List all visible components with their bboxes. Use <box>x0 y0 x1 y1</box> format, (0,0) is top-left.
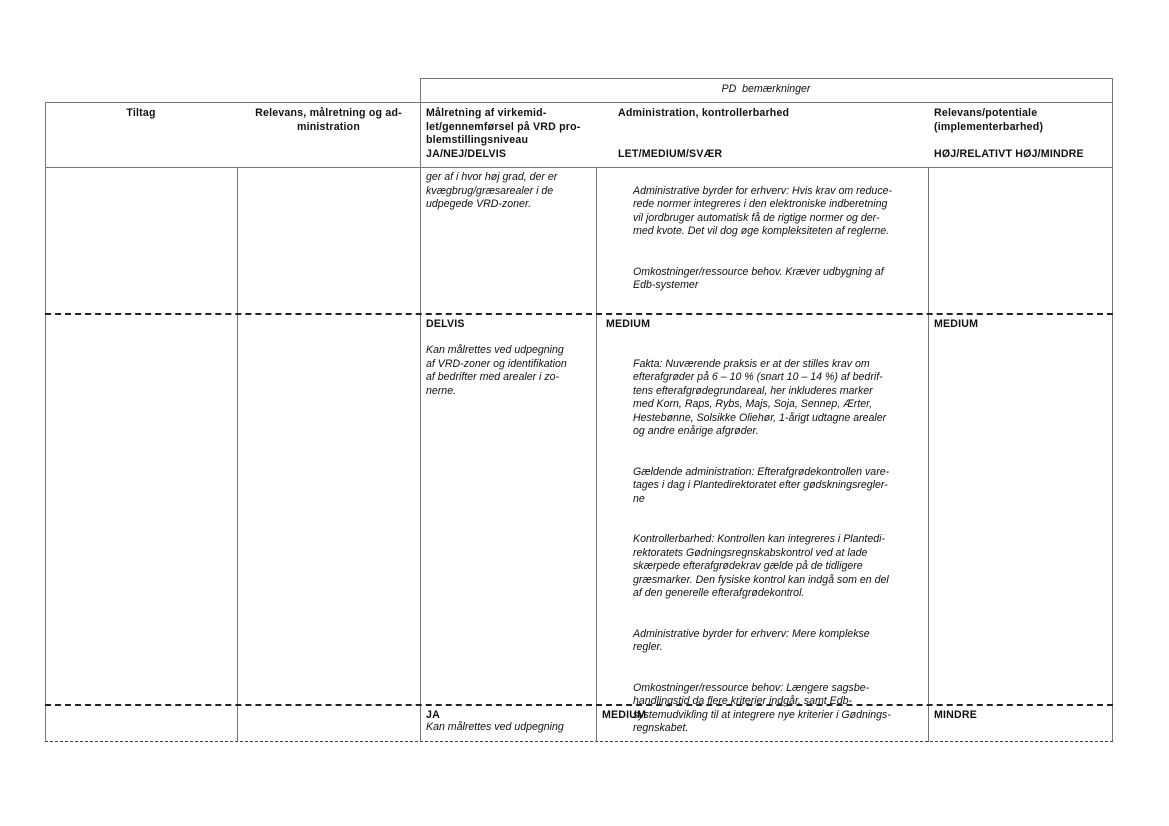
pd-remarks-heading: PD bemærkninger <box>721 83 811 95</box>
header-maalretning: Målretning af virkemid- let/gennemførsel på VRD pro- blemstillingsniveau <box>426 107 581 146</box>
col-sep-4 <box>928 167 929 742</box>
header-potentiale-scale: HØJ/RELATIVT HØJ/MINDRE <box>934 148 1084 160</box>
row2-admin-paragraph: Kontrollerbarhed: Kontrollen kan integreres i Plantedi- rektoratets Gødningsregnskabskontrol ved at lade skærpede efterafgrødekrav gælde på de tidligere græsmarker. Den fysiske kontrol kan indgå som en del af den generelle efterafgrødekontrol. <box>633 533 889 599</box>
row3-administration-rating: MEDIUM <box>602 709 647 721</box>
col-sep-2 <box>420 102 421 742</box>
row1-maalretning-text: ger af i hvor høj grad, der er kvægbrug/græsarealer i de udpegede VRD-zoner. <box>426 171 558 210</box>
row3-maalretning-rating: JA <box>426 709 440 721</box>
header-maalretning-scale: JA/NEJ/DELVIS <box>426 148 507 160</box>
row3-maalretning-text: Kan målrettes ved udpegning <box>426 721 564 733</box>
header-top-rule <box>45 102 1113 103</box>
top-rule-pd <box>420 78 1112 79</box>
row2-administration-rating: MEDIUM <box>606 318 651 330</box>
header-tiltag: Tiltag <box>126 107 156 119</box>
row-separator <box>45 313 1113 315</box>
row1-admin-paragraph: Administrative byrder for erhverv: Hvis krav om reduce- rede normer integreres i den elektroniske indberetning vil jordbruger automatisk få de rigtige normer og der- med kvote. Det vil dog øge kompleksiteten af reglerne. <box>633 184 893 237</box>
row2-administration <box>633 344 925 763</box>
row-separator <box>45 704 1113 706</box>
row1-admin-paragraph: Omkostninger/ressource behov. Kræver udbygning af Edb-systemer <box>633 265 884 291</box>
table-bottom-rule <box>45 741 1113 742</box>
row2-maalretning-rating: DELVIS <box>426 318 465 330</box>
row3-potentiale-rating: MINDRE <box>934 709 977 721</box>
col-sep-3 <box>596 167 597 742</box>
col-sep-1 <box>237 167 238 742</box>
row2-maalretning-text: Kan målrettes ved udpegning af VRD-zoner og identifikation af bedrifter med arealer i zo- nerne. <box>426 344 567 397</box>
row1-administration <box>633 171 925 320</box>
row2-admin-paragraph: Administrative byrder for erhverv: Mere komplekse regler. <box>633 627 870 653</box>
header-administration: Administration, kontrollerbarhed <box>618 107 790 119</box>
header-potentiale: Relevans/potentiale (implementerbarhed) <box>934 107 1044 133</box>
row2-potentiale-rating: MEDIUM <box>934 318 979 330</box>
row2-admin-paragraph: Omkostninger/ressource behov: Længere sagsbe- handlingstid da flere kriterier indgår, samt Edb- systemudvikling til at integrere nye kriterier i Gødnings- regnskabet. <box>633 681 891 734</box>
row2-admin-paragraph: Fakta: Nuværende praksis er at der stilles krav om efterafgrøder på 6 – 10 % (snart 10 – 14 %) af bedrif- tens efterafgrødegrundareal, her inkluderes marker med Korn, Raps, Rybs, Majs, Soja, Sennep, Ærter, Hestebønne, Solsikke Oliehør, 1-årigt udtagne arealer og andre enårige afgrøder. <box>633 357 887 437</box>
right-rule-pd <box>1112 78 1113 102</box>
header-administration-scale: LET/MEDIUM/SVÆR <box>618 148 723 160</box>
header-relevans: Relevans, målretning og ad- ministration <box>255 107 402 133</box>
col-sep-right <box>1112 102 1113 742</box>
row2-admin-paragraph: Gældende administration: Efterafgrødekontrollen vare- tages i dag i Plantedirektoratet efter gødskningsregler- ne <box>633 465 890 505</box>
header-bottom-rule <box>45 167 1113 168</box>
col-sep-left <box>45 102 46 742</box>
